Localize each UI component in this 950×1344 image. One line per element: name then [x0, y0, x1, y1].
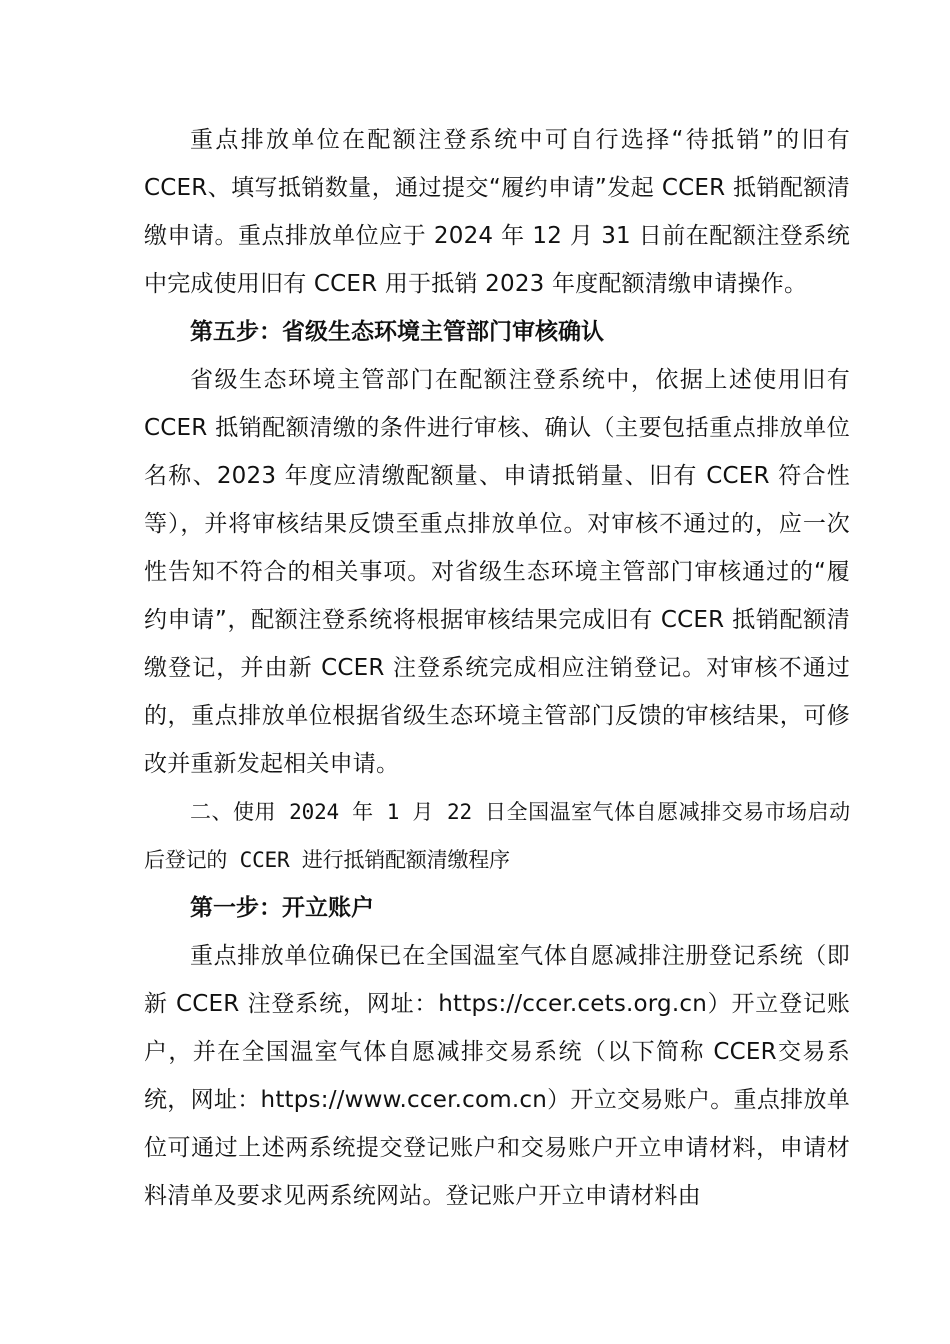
paragraph-provincial-review: 省级生态环境主管部门在配额注登系统中，依据上述使用旧有CCER 抵销配额清缴的条件进行审核、确认（主要包括重点排放单位名称、2023 年度应清缴配额量、申请抵销量、旧有 CCER 符合性等），并将审核结果反馈至重点排放单位。对审核不通过的，应一次性告知不符合的相关事项。对省级生态环境主管部门审核通过的“履约申请”，配额注登系统将根据审核结果完成旧有 CCER 抵销配额清缴登记，并由新 CCER 注登系统完成相应注销登记。对审核不通过的，重点排放单位根据省级生态环境主管部门反馈的审核结果，可修改并重新发起相关申请。	[144, 367, 850, 777]
paragraph-ccer-submission: 重点排放单位在配额注登系统中可自行选择“待抵销”的旧有CCER、填写抵销数量，通过提交“履约申请”发起 CCER 抵销配额清缴申请。重点排放单位应于 2024 年 12 月 31 日前在配额注登系统中完成使用旧有 CCER 用于抵销 2023 年度配额清缴申请操作。	[144, 127, 850, 297]
document-body	[144, 116, 850, 1220]
heading-step-five: 第五步：省级生态环境主管部门审核确认	[190, 319, 604, 345]
section-title-new-ccer: 二、使用 2024 年 1 月 22 日全国温室气体自愿减排交易市场启动后登记的 CCER 进行抵销配额清缴程序	[144, 800, 850, 872]
heading-step-one: 第一步：开立账户	[190, 895, 374, 921]
paragraph-open-accounts: 重点排放单位确保已在全国温室气体自愿减排注册登记系统（即新 CCER 注登系统，网址：https://ccer.cets.org.cn）开立登记账户，并在全国温室气体自愿减排交易系统（以下简称 CCER交易系统，网址：https://www.ccer.com.cn）开立交易账户。重点排放单位可通过上述两系统提交登记账户和交易账户开立申请材料，申请材料清单及要求见两系统网站。登记账户开立申请材料由	[144, 943, 850, 1209]
